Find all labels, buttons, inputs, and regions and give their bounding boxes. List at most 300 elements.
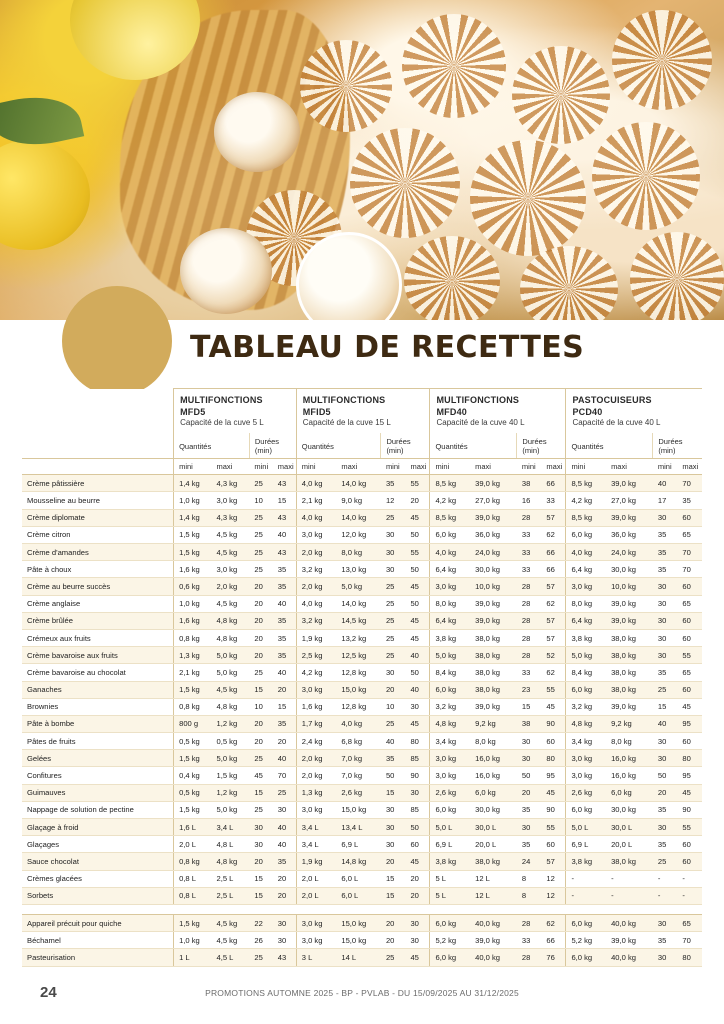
table-cell: 40: [273, 819, 296, 836]
table-cell: 0,5 kg: [211, 733, 249, 750]
table-cell: 57: [541, 853, 566, 870]
table-cell: 25: [381, 509, 406, 526]
table-cell: 20: [273, 681, 296, 698]
table-cell: 2,5 kg: [296, 647, 336, 664]
table-subheader-row: [22, 433, 702, 459]
table-cell: 35: [273, 612, 296, 629]
table-cell: 8,0 kg: [336, 544, 381, 561]
table-cell: 10: [381, 698, 406, 715]
table-cell: 4,5 kg: [211, 595, 249, 612]
table-cell: 30,0 kg: [606, 801, 653, 818]
table-cell: 20: [249, 595, 272, 612]
table-cell: 40,0 kg: [470, 949, 517, 966]
table-cell: 70: [273, 767, 296, 784]
table-cell: 12: [541, 887, 566, 904]
table-cell: 60: [541, 733, 566, 750]
table-cell: 40: [273, 750, 296, 767]
recipe-name: Crème au beurre succès: [22, 578, 174, 595]
table-row: [22, 561, 702, 578]
table-cell: 60: [677, 853, 702, 870]
table-cell: 2,0 L: [174, 836, 212, 853]
table-cell: 66: [541, 544, 566, 561]
table-cell: 38,0 kg: [606, 629, 653, 646]
table-row: [22, 715, 702, 732]
table-cell: 5,0 kg: [211, 801, 249, 818]
table-cell: 27,0 kg: [470, 492, 517, 509]
table-cell: 30,0 kg: [470, 561, 517, 578]
table-cell: 2,0 kg: [296, 544, 336, 561]
table-cell: 24: [517, 853, 542, 870]
table-cell: 25: [381, 629, 406, 646]
table-cell: 1,0 kg: [174, 595, 212, 612]
table-cell: 30,0 kg: [470, 801, 517, 818]
table-cell: 20: [405, 492, 430, 509]
table-cell: 14,0 kg: [336, 509, 381, 526]
table-cell: 30: [653, 629, 678, 646]
table-cell: 800 g: [174, 715, 212, 732]
table-cell: 30: [653, 914, 678, 931]
table-cell: 1,9 kg: [296, 629, 336, 646]
page-number: 24: [40, 984, 57, 1001]
table-cell: 4,8 kg: [566, 715, 606, 732]
table-cell: 15,0 kg: [336, 914, 381, 931]
table-cell: 20: [273, 887, 296, 904]
table-cell: 3,0 kg: [566, 578, 606, 595]
recipe-name: Béchamel: [22, 932, 174, 949]
table-cell: 25: [249, 801, 272, 818]
table-cell: 3,0 kg: [211, 561, 249, 578]
recipe-name: Crème d'amandes: [22, 544, 174, 561]
table-spacer-row: [22, 904, 702, 914]
table-cell: 7,0 kg: [336, 750, 381, 767]
table-cell: 1,5 kg: [174, 914, 212, 931]
table-cell: 20: [249, 578, 272, 595]
table-cell: 2,1 kg: [174, 664, 212, 681]
table-cell: 5 L: [430, 887, 470, 904]
recipes-table-body: [22, 475, 702, 966]
col-mfd40-qty-mini: mini: [430, 459, 470, 475]
table-column-header-row: [22, 459, 702, 475]
table-cell: 30: [517, 750, 542, 767]
table-row: [22, 629, 702, 646]
table-group-header-row: [22, 389, 702, 434]
recipe-name: Nappage de solution de pectine: [22, 801, 174, 818]
table-cell: 15: [249, 784, 272, 801]
recipes-table-wrapper: [22, 388, 702, 967]
table-cell: 38,0 kg: [606, 664, 653, 681]
table-cell: 2,5 L: [211, 870, 249, 887]
table-cell: 8: [517, 870, 542, 887]
table-cell: 30,0 kg: [606, 561, 653, 578]
table-cell: 25: [381, 949, 406, 966]
table-cell: 50: [653, 767, 678, 784]
table-cell: 30: [273, 914, 296, 931]
table-cell: 0,6 kg: [174, 578, 212, 595]
table-cell: 30: [405, 914, 430, 931]
table-cell: 28: [517, 595, 542, 612]
table-cell: 25: [653, 681, 678, 698]
table-cell: -: [566, 887, 606, 904]
col-mfd5-dur-mini: mini: [249, 459, 272, 475]
table-cell: 66: [541, 932, 566, 949]
table-cell: 8,0 kg: [430, 595, 470, 612]
table-cell: 12: [381, 492, 406, 509]
recipe-name: Mousseline au beurre: [22, 492, 174, 509]
table-cell: 12,8 kg: [336, 698, 381, 715]
table-cell: -: [677, 887, 702, 904]
table-cell: 33: [517, 561, 542, 578]
table-cell: 5,0 L: [566, 819, 606, 836]
col-mfid5-dur-mini: mini: [381, 459, 406, 475]
table-cell: 30: [653, 595, 678, 612]
recipe-name: Sauce chocolat: [22, 853, 174, 870]
table-cell: 16,0 kg: [470, 750, 517, 767]
table-row: [22, 767, 702, 784]
table-cell: 6,0 kg: [606, 784, 653, 801]
table-cell: -: [606, 870, 653, 887]
table-cell: 3,0 kg: [566, 750, 606, 767]
table-cell: 40,0 kg: [606, 949, 653, 966]
table-cell: 57: [541, 578, 566, 595]
col-pcd40-dur-maxi: maxi: [677, 459, 702, 475]
table-cell: 55: [677, 647, 702, 664]
table-cell: 13,0 kg: [336, 561, 381, 578]
table-cell: 8,5 kg: [430, 509, 470, 526]
table-cell: 30: [381, 561, 406, 578]
table-cell: 15: [381, 784, 406, 801]
table-cell: 24,0 kg: [606, 544, 653, 561]
table-cell: 4,3 kg: [211, 509, 249, 526]
table-cell: 23: [517, 681, 542, 698]
table-cell: 40: [653, 475, 678, 492]
table-cell: 4,8 kg: [211, 698, 249, 715]
table-cell: 38,0 kg: [606, 853, 653, 870]
meringue-swirl: [612, 10, 712, 110]
table-cell: 10,0 kg: [606, 578, 653, 595]
table-cell: 35: [653, 932, 678, 949]
table-cell: 6,0 kg: [566, 914, 606, 931]
table-cell: 60: [677, 836, 702, 853]
table-cell: 6,0 kg: [566, 526, 606, 543]
table-cell: 17: [653, 492, 678, 509]
col-pcd40-qty-maxi: maxi: [606, 459, 653, 475]
table-cell: 3,8 kg: [430, 853, 470, 870]
col-pcd40-qty-mini: mini: [566, 459, 606, 475]
table-cell: 8,4 kg: [566, 664, 606, 681]
table-cell: 4,8 kg: [211, 612, 249, 629]
table-cell: 35: [653, 801, 678, 818]
table-cell: 0,5 kg: [174, 784, 212, 801]
table-cell: 33: [517, 664, 542, 681]
column-header-recipe: [22, 459, 174, 475]
table-cell: 6,4 kg: [566, 561, 606, 578]
table-cell: 95: [677, 767, 702, 784]
table-cell: 39,0 kg: [606, 932, 653, 949]
table-cell: 3,4 L: [296, 819, 336, 836]
table-cell: 60: [677, 612, 702, 629]
table-cell: 25: [381, 647, 406, 664]
table-cell: 40: [273, 526, 296, 543]
table-cell: 6,9 L: [336, 836, 381, 853]
table-cell: 3,0 kg: [296, 526, 336, 543]
table-cell: 6,4 kg: [430, 612, 470, 629]
col-mfd40-qty-maxi: maxi: [470, 459, 517, 475]
table-cell: 30: [381, 836, 406, 853]
table-cell: 20: [381, 914, 406, 931]
table-cell: 60: [677, 681, 702, 698]
table-cell: 43: [273, 475, 296, 492]
table-cell: 38,0 kg: [606, 681, 653, 698]
table-cell: 0,8 kg: [174, 853, 212, 870]
table-cell: 5,0 kg: [211, 750, 249, 767]
table-cell: 6,0 kg: [430, 681, 470, 698]
table-cell: 8,0 kg: [566, 595, 606, 612]
table-cell: 45: [677, 784, 702, 801]
table-cell: 62: [541, 526, 566, 543]
table-cell: 30: [517, 733, 542, 750]
table-cell: 5,0 L: [430, 819, 470, 836]
table-cell: 20: [517, 784, 542, 801]
table-cell: 39,0 kg: [470, 475, 517, 492]
table-cell: 25: [249, 526, 272, 543]
table-cell: 6,0 kg: [566, 949, 606, 966]
table-cell: 15: [517, 698, 542, 715]
table-cell: 24,0 kg: [470, 544, 517, 561]
table-cell: 4,0 kg: [336, 715, 381, 732]
table-cell: 14,5 kg: [336, 612, 381, 629]
table-cell: 4,5 kg: [211, 544, 249, 561]
hero-image: [0, 0, 724, 320]
table-row: [22, 647, 702, 664]
table-cell: 55: [677, 819, 702, 836]
table-cell: 2,0 kg: [296, 750, 336, 767]
table-cell: 20: [249, 715, 272, 732]
table-cell: 2,0 kg: [296, 767, 336, 784]
group-header-pcd40: PASTOCUISEURS PCD40 Capacité de la cuve 40 L: [566, 389, 702, 434]
table-cell: 25: [381, 595, 406, 612]
table-cell: 50: [405, 526, 430, 543]
table-row: [22, 612, 702, 629]
table-cell: 35: [677, 492, 702, 509]
table-cell: 1,6 kg: [174, 612, 212, 629]
table-cell: 2,0 L: [296, 870, 336, 887]
table-cell: 9,2 kg: [470, 715, 517, 732]
meringue-swirl: [592, 122, 700, 230]
table-cell: 16,0 kg: [606, 750, 653, 767]
table-cell: 2,1 kg: [296, 492, 336, 509]
table-cell: 38,0 kg: [470, 681, 517, 698]
table-cell: 3,8 kg: [430, 629, 470, 646]
subheader-durees-mfd5: Durées (min): [249, 433, 296, 459]
table-cell: 35: [273, 561, 296, 578]
table-cell: 16,0 kg: [606, 767, 653, 784]
table-cell: 30: [405, 698, 430, 715]
table-cell: 1,5 kg: [211, 767, 249, 784]
meringue-swirl: [350, 128, 460, 238]
table-cell: 4,5 kg: [211, 932, 249, 949]
table-cell: 1,0 kg: [174, 932, 212, 949]
table-cell: 28: [517, 612, 542, 629]
table-cell: 30: [653, 949, 678, 966]
table-cell: 20: [405, 887, 430, 904]
col-mfd40-dur-mini: mini: [517, 459, 542, 475]
table-cell: 20: [273, 733, 296, 750]
table-cell: 20: [249, 853, 272, 870]
table-cell: 12,8 kg: [336, 664, 381, 681]
table-cell: 62: [541, 914, 566, 931]
table-cell: 2,0 L: [296, 887, 336, 904]
table-cell: 45: [405, 715, 430, 732]
table-cell: 25: [273, 784, 296, 801]
table-cell: 62: [541, 664, 566, 681]
table-cell: -: [653, 887, 678, 904]
table-cell: 2,6 kg: [430, 784, 470, 801]
table-cell: 30: [249, 836, 272, 853]
table-cell: 45: [405, 853, 430, 870]
table-cell: 25: [249, 561, 272, 578]
table-cell: 39,0 kg: [470, 932, 517, 949]
table-cell: 45: [405, 612, 430, 629]
table-cell: 8,5 kg: [430, 475, 470, 492]
table-cell: 25: [249, 949, 272, 966]
meringue-swirl: [402, 14, 506, 118]
table-row: [22, 733, 702, 750]
table-cell: 66: [541, 561, 566, 578]
table-cell: 7,0 kg: [336, 767, 381, 784]
table-cell: 90: [677, 801, 702, 818]
table-cell: 12,5 kg: [336, 647, 381, 664]
recipe-name: Glaçage à froid: [22, 819, 174, 836]
recipe-name: Crème diplomate: [22, 509, 174, 526]
table-cell: 35: [517, 801, 542, 818]
table-cell: 15: [273, 698, 296, 715]
table-cell: 30: [405, 784, 430, 801]
meringue-swirl: [630, 232, 724, 320]
table-row: [22, 887, 702, 904]
table-cell: 4,0 kg: [296, 475, 336, 492]
recipe-name: Sorbets: [22, 887, 174, 904]
recipe-name: Crémeux aux fruits: [22, 629, 174, 646]
table-cell: 38,0 kg: [606, 647, 653, 664]
table-cell: 45: [405, 509, 430, 526]
table-cell: 28: [517, 509, 542, 526]
table-cell: 5 L: [430, 870, 470, 887]
table-cell: 38,0 kg: [470, 647, 517, 664]
table-cell: 40: [405, 681, 430, 698]
recipe-name: Pâtes de fruits: [22, 733, 174, 750]
table-cell: 30: [653, 750, 678, 767]
table-cell: 13,2 kg: [336, 629, 381, 646]
table-cell: 40,0 kg: [606, 914, 653, 931]
table-cell: 30: [653, 612, 678, 629]
table-cell: 14,8 kg: [336, 853, 381, 870]
table-cell: 1,5 kg: [174, 750, 212, 767]
table-cell: 30,0 L: [470, 819, 517, 836]
table-cell: 20: [405, 870, 430, 887]
recipe-name: Crèmes glacées: [22, 870, 174, 887]
col-mfd5-dur-maxi: maxi: [273, 459, 296, 475]
table-cell: 0,8 kg: [174, 629, 212, 646]
table-cell: 20: [381, 853, 406, 870]
table-cell: 40: [405, 647, 430, 664]
table-row: [22, 544, 702, 561]
table-row: [22, 801, 702, 818]
recipe-name: Gelées: [22, 750, 174, 767]
table-cell: 35: [653, 544, 678, 561]
table-cell: 3,0 kg: [296, 801, 336, 818]
table-cell: 4,2 kg: [430, 492, 470, 509]
table-row: [22, 681, 702, 698]
recipe-name: Crème brûlée: [22, 612, 174, 629]
table-cell: 3,0 kg: [296, 914, 336, 931]
table-cell: 6,9 L: [566, 836, 606, 853]
table-cell: 4,0 kg: [296, 595, 336, 612]
table-cell: 1,6 kg: [174, 561, 212, 578]
table-cell: 80: [541, 750, 566, 767]
table-cell: 39,0 kg: [606, 595, 653, 612]
table-cell: 33: [517, 526, 542, 543]
meringue-peak: [214, 92, 300, 172]
table-cell: 20: [249, 612, 272, 629]
table-cell: 3,4 L: [211, 819, 249, 836]
table-cell: 80: [405, 733, 430, 750]
table-cell: 40: [381, 733, 406, 750]
table-cell: 80: [677, 750, 702, 767]
table-row: [22, 509, 702, 526]
table-cell: 38,0 kg: [470, 664, 517, 681]
table-cell: 20: [249, 629, 272, 646]
table-cell: 55: [541, 819, 566, 836]
col-mfid5-dur-maxi: maxi: [405, 459, 430, 475]
subheader-quantites-mfid5: Quantités: [296, 433, 381, 459]
table-cell: 3,4 L: [296, 836, 336, 853]
table-cell: 4,0 kg: [296, 509, 336, 526]
table-cell: 10,0 kg: [470, 578, 517, 595]
table-cell: 39,0 kg: [470, 612, 517, 629]
table-cell: 1,2 kg: [211, 715, 249, 732]
table-cell: 1,4 kg: [174, 509, 212, 526]
table-cell: 1 L: [174, 949, 212, 966]
table-cell: 28: [517, 629, 542, 646]
table-cell: 2,6 kg: [566, 784, 606, 801]
recipe-name: Crème pâtissière: [22, 475, 174, 492]
col-mfid5-qty-maxi: maxi: [336, 459, 381, 475]
header-corner: [22, 389, 174, 434]
subheader-blank: [22, 433, 174, 459]
table-cell: 4,8 kg: [211, 629, 249, 646]
table-cell: 30: [273, 801, 296, 818]
table-cell: 20,0 L: [606, 836, 653, 853]
table-cell: 28: [517, 647, 542, 664]
table-cell: 2,5 L: [211, 887, 249, 904]
table-row: [22, 853, 702, 870]
recipe-name: Crème bavaroise aux fruits: [22, 647, 174, 664]
table-cell: 25: [249, 544, 272, 561]
table-cell: -: [677, 870, 702, 887]
table-cell: 50: [405, 561, 430, 578]
table-cell: 1,4 kg: [174, 475, 212, 492]
table-row: [22, 819, 702, 836]
table-cell: 28: [517, 578, 542, 595]
table-cell: 35: [273, 629, 296, 646]
table-row: [22, 475, 702, 492]
table-row: [22, 578, 702, 595]
table-cell: 8,5 kg: [566, 475, 606, 492]
table-cell: 35: [653, 664, 678, 681]
table-cell: 76: [541, 949, 566, 966]
table-cell: 8,0 kg: [606, 733, 653, 750]
table-cell: 43: [273, 509, 296, 526]
